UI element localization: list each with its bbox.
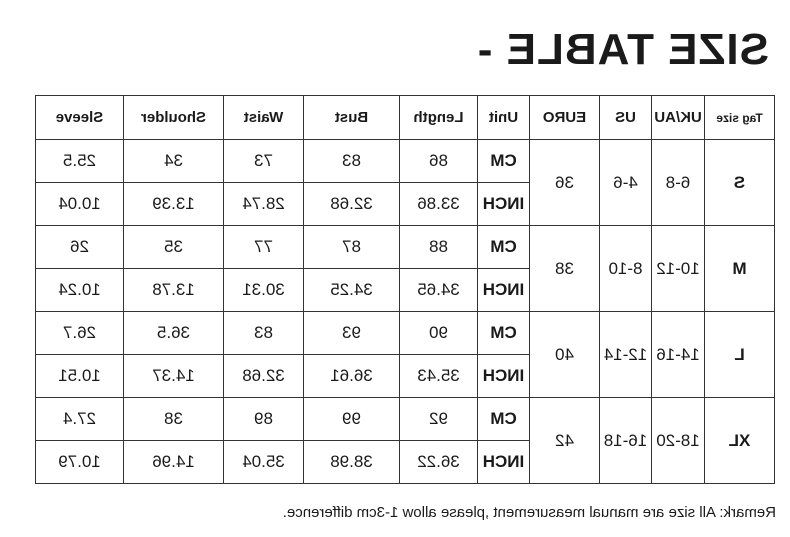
header-unit: Unit bbox=[478, 96, 530, 140]
unit-cell: INCH bbox=[478, 183, 530, 226]
header-shoulder: Shoulder bbox=[124, 96, 224, 140]
length-cell: 88 bbox=[400, 226, 478, 269]
length-cell: 90 bbox=[400, 312, 478, 355]
uk-au-cell: 6-8 bbox=[652, 140, 705, 226]
waist-cell: 32.68 bbox=[224, 355, 304, 398]
euro-cell: 36 bbox=[530, 140, 600, 226]
length-cell: 86 bbox=[400, 140, 478, 183]
shoulder-cell: 35 bbox=[124, 226, 224, 269]
header-uk-au: UK/AU bbox=[652, 96, 705, 140]
sleeve-cell: 10.04 bbox=[36, 183, 124, 226]
header-bust: Bust bbox=[304, 96, 400, 140]
remark-note: Remark: All size are manual measurement ,please allow 1-3cm difference. bbox=[282, 504, 776, 521]
us-cell: 16-18 bbox=[600, 398, 652, 484]
us-cell: 4-6 bbox=[600, 140, 652, 226]
bust-cell: 99 bbox=[304, 398, 400, 441]
shoulder-cell: 13.78 bbox=[124, 269, 224, 312]
unit-cell: CM bbox=[478, 398, 530, 441]
waist-cell: 73 bbox=[224, 140, 304, 183]
bust-cell: 93 bbox=[304, 312, 400, 355]
shoulder-cell: 14.96 bbox=[124, 441, 224, 484]
table-header-row bbox=[36, 96, 775, 140]
us-cell: 12-14 bbox=[600, 312, 652, 398]
waist-cell: 28.74 bbox=[224, 183, 304, 226]
bust-cell: 83 bbox=[304, 140, 400, 183]
length-cell: 33.86 bbox=[400, 183, 478, 226]
unit-cell: INCH bbox=[478, 269, 530, 312]
length-cell: 35.43 bbox=[400, 355, 478, 398]
euro-cell: 38 bbox=[530, 226, 600, 312]
sleeve-cell: 26 bbox=[36, 226, 124, 269]
length-cell: 92 bbox=[400, 398, 478, 441]
unit-cell: CM bbox=[478, 226, 530, 269]
header-us: US bbox=[600, 96, 652, 140]
waist-cell: 83 bbox=[224, 312, 304, 355]
us-cell: 8-10 bbox=[600, 226, 652, 312]
sleeve-cell: 10.24 bbox=[36, 269, 124, 312]
header-tag-size: Tag size bbox=[705, 96, 775, 140]
shoulder-cell: 38 bbox=[124, 398, 224, 441]
length-cell: 34.65 bbox=[400, 269, 478, 312]
tag-size-cell: XL bbox=[705, 398, 775, 484]
tag-size-cell: M bbox=[705, 226, 775, 312]
sleeve-cell: 26.7 bbox=[36, 312, 124, 355]
bust-cell: 36.61 bbox=[304, 355, 400, 398]
header-sleeve: Sleeve bbox=[36, 96, 124, 140]
size-table bbox=[35, 95, 775, 484]
waist-cell: 77 bbox=[224, 226, 304, 269]
shoulder-cell: 34 bbox=[124, 140, 224, 183]
shoulder-cell: 36.5 bbox=[124, 312, 224, 355]
unit-cell: INCH bbox=[478, 355, 530, 398]
table-row bbox=[36, 140, 775, 183]
unit-cell: CM bbox=[478, 312, 530, 355]
euro-cell: 42 bbox=[530, 398, 600, 484]
uk-au-cell: 18-20 bbox=[652, 398, 705, 484]
waist-cell: 35.04 bbox=[224, 441, 304, 484]
header-euro: EURO bbox=[530, 96, 600, 140]
sleeve-cell: 10.79 bbox=[36, 441, 124, 484]
tag-size-cell: S bbox=[705, 140, 775, 226]
uk-au-cell: 14-16 bbox=[652, 312, 705, 398]
table-row bbox=[36, 312, 775, 355]
euro-cell: 40 bbox=[530, 312, 600, 398]
bust-cell: 38.98 bbox=[304, 441, 400, 484]
sleeve-cell: 27.4 bbox=[36, 398, 124, 441]
table-row bbox=[36, 226, 775, 269]
waist-cell: 89 bbox=[224, 398, 304, 441]
shoulder-cell: 13.39 bbox=[124, 183, 224, 226]
shoulder-cell: 14.37 bbox=[124, 355, 224, 398]
unit-cell: INCH bbox=[478, 441, 530, 484]
bust-cell: 34.25 bbox=[304, 269, 400, 312]
sleeve-cell: 10.51 bbox=[36, 355, 124, 398]
waist-cell: 30.31 bbox=[224, 269, 304, 312]
header-waist: Waist bbox=[224, 96, 304, 140]
bust-cell: 32.68 bbox=[304, 183, 400, 226]
length-cell: 36.22 bbox=[400, 441, 478, 484]
sleeve-cell: 25.5 bbox=[36, 140, 124, 183]
header-length: Length bbox=[400, 96, 478, 140]
tag-size-cell: L bbox=[705, 312, 775, 398]
bust-cell: 87 bbox=[304, 226, 400, 269]
uk-au-cell: 10-12 bbox=[652, 226, 705, 312]
table-row bbox=[36, 398, 775, 441]
page-title: SIZE TABLE - bbox=[476, 25, 769, 74]
unit-cell: CM bbox=[478, 140, 530, 183]
